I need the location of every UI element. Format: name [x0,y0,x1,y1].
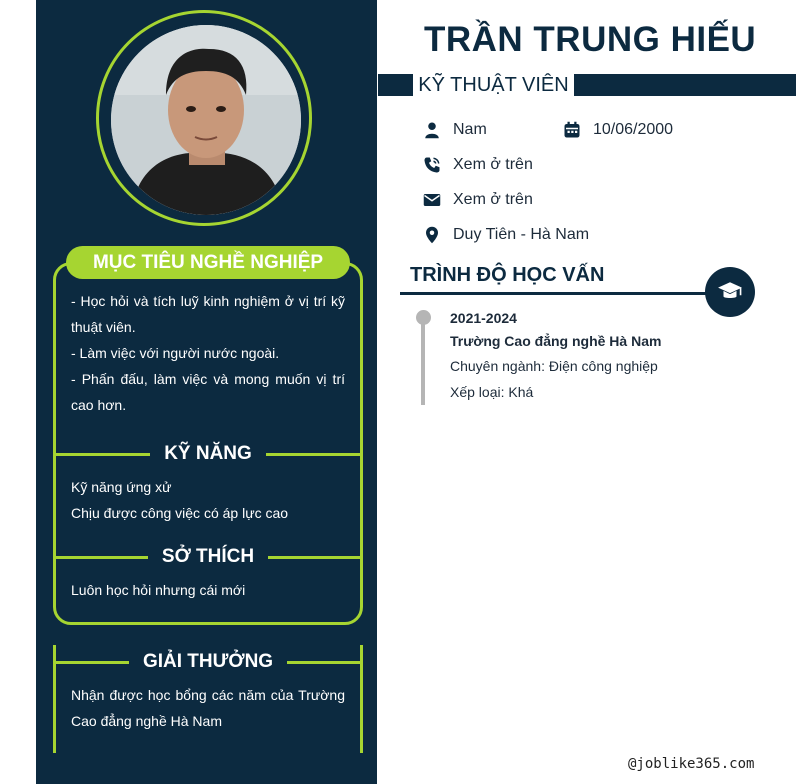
skills-list [71,474,345,526]
timeline-dot [416,310,431,325]
phone-icon [423,156,441,174]
email-row [423,191,533,209]
location-pin-icon [423,226,441,244]
education-badge [705,267,755,317]
objective-item: - Làm việc với người nước ngoài. [71,345,280,361]
envelope-icon [423,191,441,209]
award-item: Nhận được học bổng các năm của Trường Cao đẳng nghề Hà Nam [71,687,345,729]
hobbies-list [71,577,345,603]
education-grade: Xếp loại: Khá [450,384,534,400]
calendar-icon [563,121,581,139]
education-major: Chuyên ngành: Điện công nghiệp [450,358,658,374]
gender-row [423,121,487,139]
user-icon [423,121,441,139]
skill-item: Kỹ năng ứng xử [71,479,172,495]
timeline-line [421,318,425,405]
address-row [423,226,589,244]
email-value: Xem ở trên [453,191,533,208]
phone-value: Xem ở trên [453,156,533,173]
objective-list [71,288,345,418]
education-school: Trường Cao đẳng nghề Hà Nam [450,333,662,349]
objective-heading: MỤC TIÊU NGHỀ NGHIỆP [66,246,350,279]
birthdate-row [563,121,673,139]
skills-heading-label: KỸ NĂNG [164,443,252,464]
education-divider [400,292,726,295]
candidate-name: TRẦN TRUNG HIẾU [424,20,757,59]
objective-item: - Phấn đấu, làm việc và mong muốn vị trí cao hơn. [71,371,345,413]
hobbies-heading-label: SỞ THÍCH [161,546,255,567]
profile-photo [111,25,301,215]
skill-item: Chịu được công việc có áp lực cao [71,505,289,521]
birthdate-value: 10/06/2000 [593,121,674,138]
awards-heading [56,650,360,674]
awards-heading-label: GIẢI THƯỞNG [142,651,274,672]
hobby-item: Luôn học hỏi nhưng cái mới [71,582,246,598]
education-period: 2021-2024 [450,310,517,326]
watermark: @joblike365.com [628,756,755,772]
awards-list [71,682,345,734]
education-heading: TRÌNH ĐỘ HỌC VẤN [410,264,605,286]
gender-value: Nam [453,121,487,138]
skills-heading [56,442,360,466]
objective-item: - Học hỏi và tích luỹ kinh nghiệm ở vị trí kỹ thuật viên. [71,293,345,335]
graduation-cap-icon [717,279,743,305]
avatar [111,25,301,215]
phone-row [423,156,533,174]
address-value: Duy Tiên - Hà Nam [453,226,590,243]
hobbies-heading [56,545,360,569]
job-title: KỸ THUẬT VIÊN [413,70,574,100]
